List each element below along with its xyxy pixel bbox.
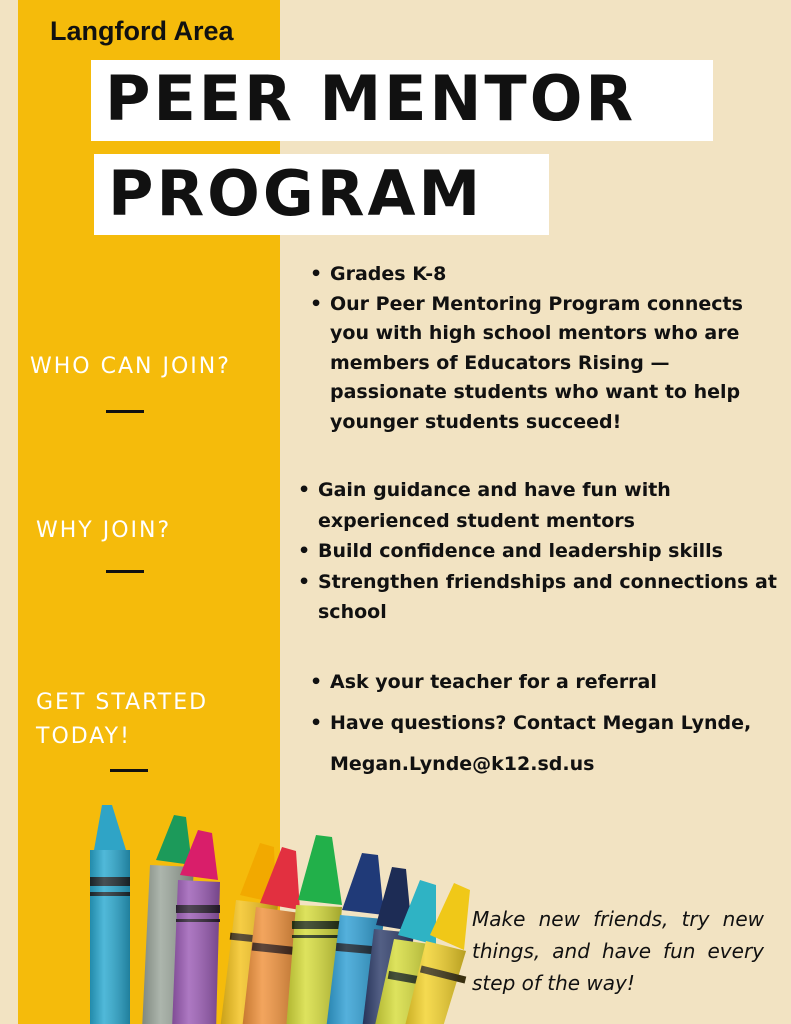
list-item: • Ask your teacher for a referral (310, 662, 780, 703)
who-can-join-list (310, 260, 785, 437)
area-label: Langford Area (50, 16, 234, 46)
crayon-blue-icon (90, 805, 130, 1024)
page-title-line-2: PROGRAM (94, 154, 549, 235)
why-join-label: WHY JOIN? (36, 518, 172, 543)
list-item: • Grades K-8 (310, 260, 785, 290)
list-item: • Have questions? Contact Megan Lynde, Megan.Lynde@k12.sd.us (310, 703, 780, 785)
why-join-list (298, 475, 784, 628)
start-divider (110, 769, 148, 772)
who-can-join-label: WHO CAN JOIN? (30, 354, 231, 379)
crayons-illustration (80, 795, 480, 1024)
get-started-list (310, 662, 780, 785)
why-divider (106, 570, 144, 573)
tagline: Make new friends, try new things, and have fun every step of the way! (472, 907, 764, 995)
page-title-line-1: PEER MENTOR (91, 60, 713, 141)
get-started-label (36, 686, 208, 754)
list-item: • Our Peer Mentoring Program connects you with high school mentors who are members of Educators Rising — passionate students who want to help younger students succeed! (310, 290, 785, 438)
list-item: • Gain guidance and have fun with experienced student mentors (298, 475, 784, 536)
get-started-label-line-2: TODAY! (36, 724, 131, 749)
get-started-label-line-1: GET STARTED (36, 690, 209, 715)
list-item: • Strengthen friendships and connections at school (298, 567, 784, 628)
list-item: • Build confidence and leadership skills (298, 536, 784, 567)
who-divider (106, 410, 144, 413)
